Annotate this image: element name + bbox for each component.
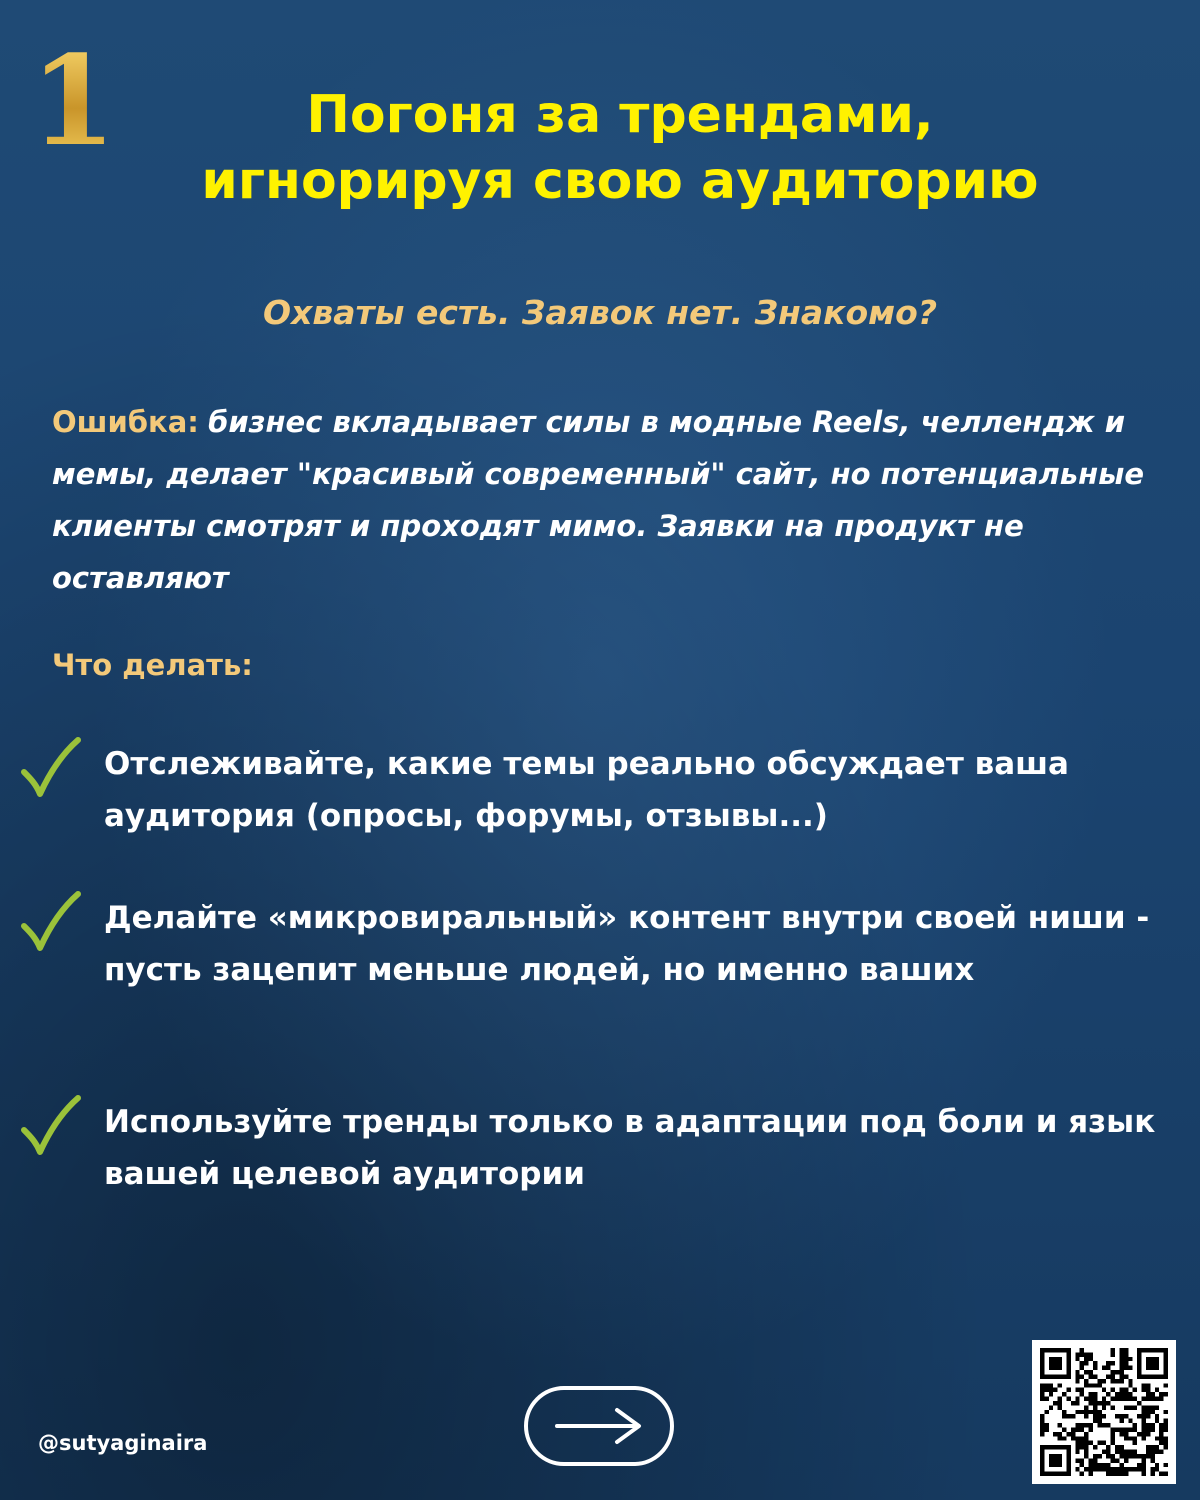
qr-code-graphic: [1040, 1348, 1168, 1476]
checkmark-icon: [20, 736, 82, 800]
page-title: [120, 82, 1120, 214]
title-line-2: игнорируя свою аудиторию: [201, 151, 1039, 211]
checkmark-icon: [20, 890, 82, 954]
next-slide-button[interactable]: [524, 1386, 674, 1466]
title-line-1: Погоня за трендами,: [306, 85, 934, 145]
checkmark-icon: [20, 1094, 82, 1158]
error-label: Ошибка:: [52, 405, 199, 439]
error-text: бизнес вкладывает силы в модные Reels, челлендж и мемы, делает "красивый современный" сайт, но потенциальные клиенты смотрят и проходят мимо. Заявки на продукт не оставляют: [52, 405, 1145, 595]
subtitle: Охваты есть. Заявок нет. Знакомо?: [263, 293, 937, 332]
todo-heading: Что делать:: [52, 648, 253, 682]
todo-item-text: Используйте тренды только в адаптации под боли и язык вашей целевой аудитории: [104, 1104, 1156, 1192]
arrow-right-icon: [551, 1406, 647, 1446]
slide-number: 1: [30, 29, 117, 174]
author-handle: @sutyaginaira: [38, 1431, 208, 1455]
error-paragraph: [52, 396, 1162, 604]
qr-code-icon: [1032, 1340, 1176, 1484]
todo-item-text: Отслеживайте, какие темы реально обсуждает ваша аудитория (опросы, форумы, отзывы...): [104, 746, 1069, 834]
todo-item-text: Делайте «микровиральный» контент внутри своей ниши - пусть зацепит меньше людей, но именно ваших: [104, 900, 1150, 988]
